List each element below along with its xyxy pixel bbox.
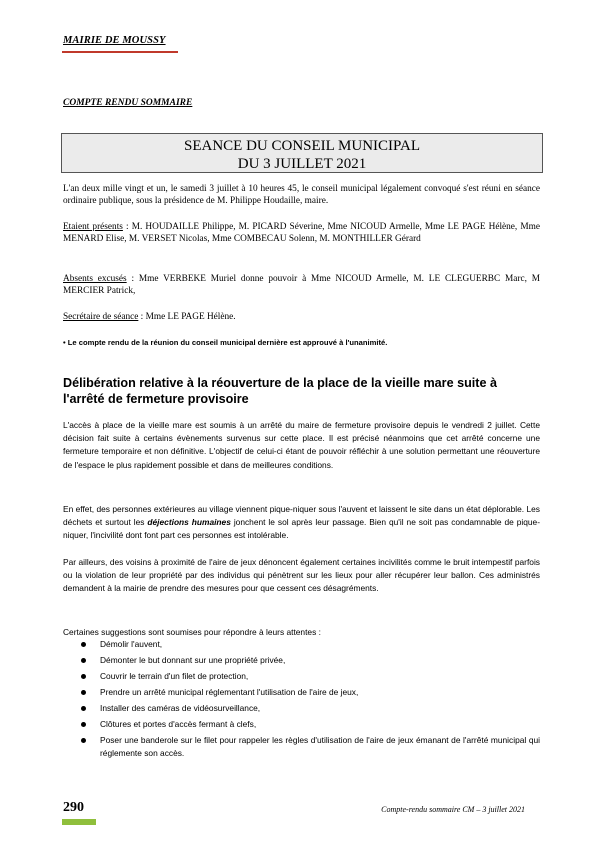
bullet-icon <box>81 738 86 743</box>
secretaire-label: Secrétaire de séance <box>63 312 139 322</box>
bullet-icon <box>81 674 86 679</box>
presents-paragraph <box>63 221 540 246</box>
suggestions-list <box>80 638 540 763</box>
list-item: Clôtures et portes d'accès fermant à clefs, <box>80 718 540 731</box>
title-line-2: DU 3 JUILLET 2021 <box>237 156 367 172</box>
list-item: Démolir l'auvent, <box>80 638 540 651</box>
bullet-icon <box>81 642 86 647</box>
absents-text: : Mme VERBEKE Muriel donne pouvoir à Mme NICOUD Armelle, M. LE CLEGUERBC Marc, M MERCIER Patrick, <box>63 274 540 297</box>
bullet-icon <box>81 690 86 695</box>
list-item: Démonter le but donnant sur une propriété privée, <box>80 654 540 667</box>
paragraph-3: Par ailleurs, des voisins à proximité de l'aire de jeux dénoncent également certaines incivilités comme le bruit intempestif parfois ou la violation de leur propriété par des individus qui pénètrent sur les lieux pour aller récupérer leur ballon. Ces administrés demandent à la mairie de prendre des mesures pour que cessent ces désagréments. <box>63 557 540 594</box>
bullet-icon <box>81 706 86 711</box>
mairie-header: MAIRIE DE MOUSSY <box>63 35 166 46</box>
title-box <box>61 133 543 173</box>
paragraph-2 <box>63 503 540 543</box>
bullet-icon: • <box>63 338 66 347</box>
list-item: Poser une banderole sur le filet pour rappeler les règles d'utilisation de l'aire de jeux émanant de l'arrêté municipal qui réglemente son accès. <box>80 734 540 760</box>
header-rule <box>62 51 178 53</box>
compte-rendu-label: COMPTE RENDU SOMMAIRE <box>63 98 193 108</box>
presents-text: : M. HOUDAILLE Philippe, M. PICARD Séverine, Mme NICOUD Armelle, Mme LE PAGE Hélène, Mme MENARD Elise, M. VERSET Nicolas, Mme COMBECAU Solenn, M. MONTHILLER Gérard <box>63 222 540 245</box>
page-number: 290 <box>63 800 84 815</box>
list-item: Prendre un arrêté municipal réglementant l'utilisation de l'aire de jeux, <box>80 686 540 699</box>
approval-note-text: Le compte rendu de la réunion du conseil municipal dernière est approuvé à l'unanimité. <box>67 338 388 347</box>
secretaire-text: : Mme LE PAGE Hélène. <box>138 312 236 322</box>
presents-label: Etaient présents <box>63 222 123 232</box>
approval-note <box>63 338 540 347</box>
secretaire-paragraph <box>63 311 540 323</box>
paragraph-2-end: jonchent le sol après leur passage. Bien qu'il ne soit pas condamnable de pique-niquer, l'incivilité dont font part ces personnes est intolérable. <box>63 517 541 541</box>
footer-text: Compte-rendu sommaire CM – 3 juillet 2021 <box>381 805 525 814</box>
section-title: Délibération relative à la réouverture de la place de la vieille mare suite à l'arrêté de fermeture provisoire <box>63 376 497 406</box>
intro-paragraph: L'an deux mille vingt et un, le samedi 3 juillet à 10 heures 45, le conseil municipal légalement convoqué s'est réuni en séance ordinaire publique, sous la présidence de M. Philippe Houdaille, maire. <box>63 184 540 207</box>
list-item: Installer des caméras de vidéosurveillance, <box>80 702 540 715</box>
page-number-bar <box>62 819 96 825</box>
paragraph-4: Certaines suggestions sont soumises pour répondre à leurs attentes : <box>63 627 321 637</box>
bullet-icon <box>81 722 86 727</box>
list-item: Couvrir le terrain d'un filet de protection, <box>80 670 540 683</box>
bullet-icon <box>81 658 86 663</box>
paragraph-1: L'accès à place de la vieille mare est soumis à un arrêté du maire de fermeture provisoire depuis le vendredi 2 juillet. Cette décision fait suite à certains évènements survenus sur cette place. Il est précisé néanmoins que cet arrêté concerne une fermeture temporaire et non définitive. L'objectif de celui-ci étant de pouvoir réfléchir à une solution permettant une réouverture de l'espace le plus rapidement possible et dans de meilleures conditions. <box>63 420 540 470</box>
title-line-1: SEANCE DU CONSEIL MUNICIPAL <box>184 138 420 154</box>
absents-label: Absents excusés <box>63 274 127 284</box>
paragraph-2-emphasis: déjections humaines <box>147 517 231 528</box>
paragraph-2-start: En effet, des personnes extérieures au village viennent pique-niquer sous l'auvent et laissent le site dans un état déplorable. Les déchets et surtout les <box>63 504 540 528</box>
absents-paragraph <box>63 273 540 298</box>
